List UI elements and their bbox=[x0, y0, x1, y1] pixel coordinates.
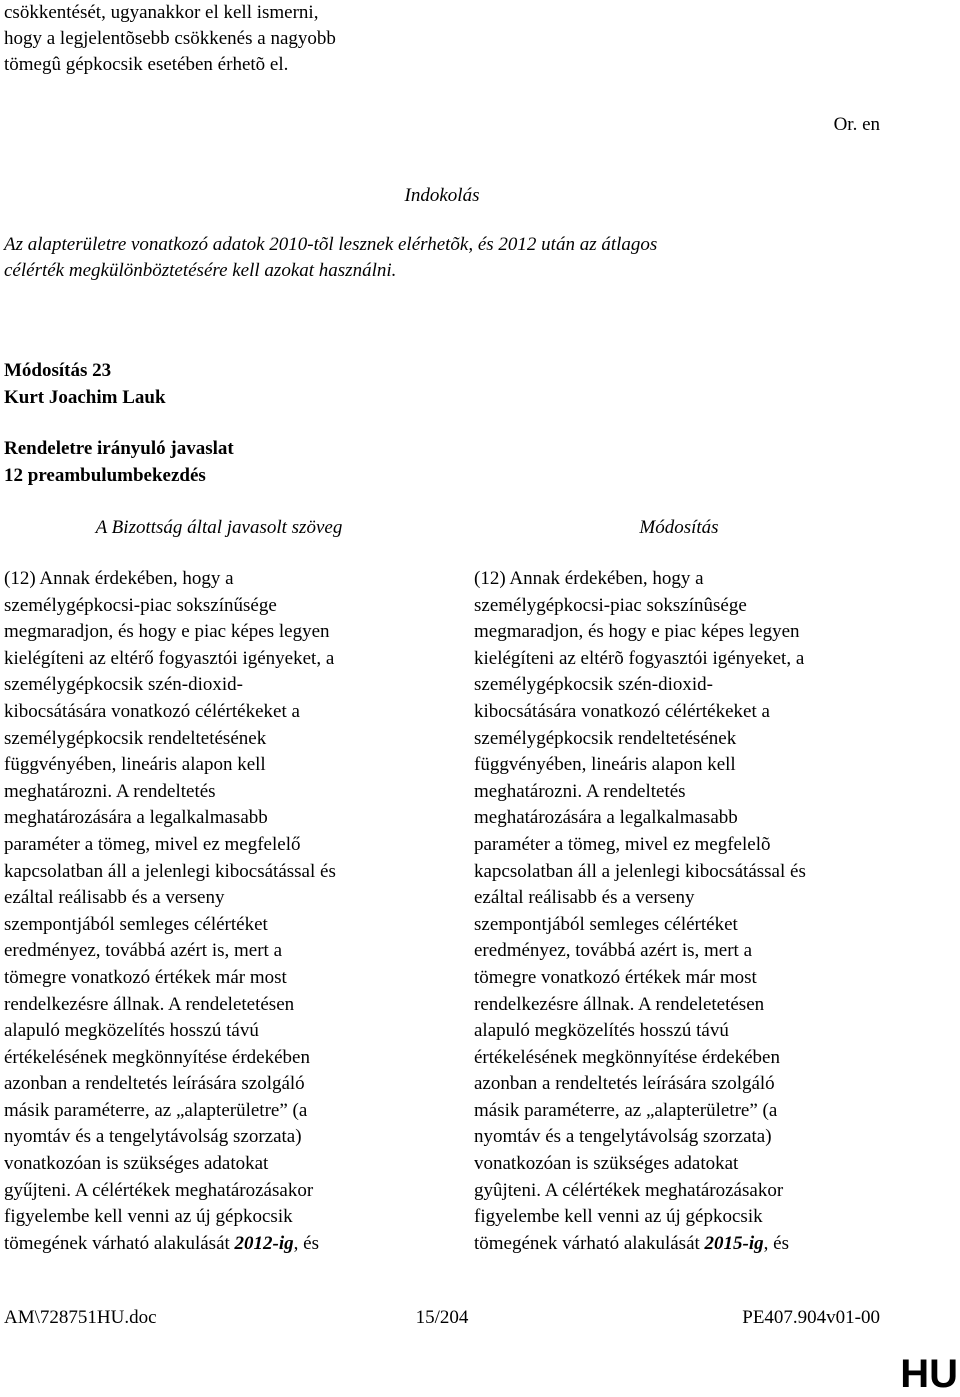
column-line: eredményez, továbbá azért is, mert a bbox=[474, 940, 752, 962]
column-line: vonatkozóan is szükséges adatokat bbox=[474, 1153, 739, 1175]
column-line: gyûjteni. A célértékek meghatározásakor bbox=[474, 1179, 784, 1201]
column-line: megmaradjon, és hogy e piac képes legyen bbox=[474, 621, 800, 643]
last-line-text: , és bbox=[763, 1232, 789, 1254]
column-last-line bbox=[4, 1231, 336, 1258]
column-line: nyomtáv és a tengelytávolság szorzata) bbox=[474, 1126, 772, 1148]
column-line: meghatározására a legalkalmasabb bbox=[474, 807, 738, 829]
column-line: szempontjából semleges célértéket bbox=[474, 913, 738, 935]
original-language: Or. en bbox=[833, 114, 880, 135]
column-line: megmaradjon, és hogy e piac képes legyen bbox=[4, 621, 330, 643]
column-line: személygépkocsik szén-dioxid- bbox=[474, 674, 714, 696]
column-line: kibocsátására vonatkozó célértékeket a bbox=[474, 700, 770, 722]
column-line: ezáltal reálisabb és a verseny bbox=[4, 887, 225, 909]
column-line: tömegre vonatkozó értékek már most bbox=[474, 966, 757, 988]
column-line: meghatározni. A rendeltetés bbox=[4, 780, 216, 802]
column-line: értékelésének megkönnyítése érdekében bbox=[4, 1046, 310, 1068]
column-line: kielégíteni az eltérő fogyasztói igényeket, a bbox=[4, 647, 335, 669]
justification-line: célérték megkülönböztetésére kell azokat használni. bbox=[4, 260, 397, 281]
left-column-header: A Bizottság által javasolt szöveg bbox=[95, 517, 343, 538]
column-line: nyomtáv és a tengelytávolság szorzata) bbox=[4, 1126, 302, 1148]
last-line-text: tömegének várható alakulását bbox=[4, 1232, 235, 1254]
recital-reference: 12 preambulumbekezdés bbox=[4, 465, 206, 486]
column-line: szempontjából semleges célértéket bbox=[4, 913, 268, 935]
column-line: meghatározására a legalkalmasabb bbox=[4, 807, 268, 829]
column-line: személygépkocsik rendeltetésének bbox=[4, 727, 267, 749]
column-line: függvényében, lineáris alapon kell bbox=[474, 754, 736, 776]
column-last-line bbox=[474, 1231, 806, 1258]
highlighted-date: 2015-ig bbox=[704, 1232, 764, 1254]
commission-text-column bbox=[4, 566, 336, 1257]
column-line: alapuló megközelítés hosszú távú bbox=[474, 1020, 729, 1042]
column-line: azonban a rendeltetés leírására szolgáló bbox=[474, 1073, 775, 1095]
column-line: kapcsolatban áll a jelenlegi kibocsátással és bbox=[474, 860, 806, 882]
column-line: értékelésének megkönnyítése érdekében bbox=[474, 1046, 780, 1068]
column-line: gyűjteni. A célértékek meghatározásakor bbox=[4, 1179, 314, 1201]
proposal-type: Rendeletre irányuló javaslat bbox=[4, 438, 234, 459]
column-line: paraméter a tömeg, mivel ez megfelelő bbox=[4, 833, 301, 855]
column-line: másik paraméterre, az „alapterületre” (a bbox=[4, 1099, 308, 1121]
page-number: 15/204 bbox=[415, 1307, 469, 1328]
amendment-number: Módosítás 23 bbox=[4, 360, 112, 381]
right-column-header: Módosítás bbox=[639, 517, 719, 538]
column-line: paraméter a tömeg, mivel ez megfelelõ bbox=[474, 833, 771, 855]
column-line: figyelembe kell venni az új gépkocsik bbox=[474, 1206, 763, 1228]
column-line: rendelkezésre állnak. A rendeletetésen bbox=[474, 993, 765, 1015]
column-line: személygépkocsi-piac sokszínûsége bbox=[474, 594, 747, 616]
column-line: másik paraméterre, az „alapterületre” (a bbox=[474, 1099, 778, 1121]
intro-line: csökkentését, ugyanakkor el kell ismerni, bbox=[4, 2, 319, 23]
column-line: függvényében, lineáris alapon kell bbox=[4, 754, 266, 776]
column-line: alapuló megközelítés hosszú távú bbox=[4, 1020, 259, 1042]
column-line: azonban a rendeltetés leírására szolgáló bbox=[4, 1073, 305, 1095]
column-line: kibocsátására vonatkozó célértékeket a bbox=[4, 700, 300, 722]
column-line: személygépkocsi-piac sokszínűsége bbox=[4, 594, 277, 616]
amendment-text-column bbox=[474, 566, 806, 1257]
column-line: kielégíteni az eltérõ fogyasztói igényeket, a bbox=[474, 647, 805, 669]
last-line-text: tömegének várható alakulását bbox=[474, 1232, 705, 1254]
column-line: személygépkocsik szén-dioxid- bbox=[4, 674, 244, 696]
column-line: ezáltal reálisabb és a verseny bbox=[474, 887, 695, 909]
intro-line: hogy a legjelentõsebb csökkenés a nagyobb bbox=[4, 28, 336, 49]
last-line-text: , és bbox=[293, 1232, 319, 1254]
column-line: kapcsolatban áll a jelenlegi kibocsátással és bbox=[4, 860, 336, 882]
pe-reference: PE407.904v01-00 bbox=[742, 1307, 880, 1328]
highlighted-date: 2012-ig bbox=[234, 1232, 294, 1254]
column-line: figyelembe kell venni az új gépkocsik bbox=[4, 1206, 293, 1228]
column-line: eredményez, továbbá azért is, mert a bbox=[4, 940, 282, 962]
column-line: (12) Annak érdekében, hogy a bbox=[4, 568, 234, 589]
column-line: személygépkocsik rendeltetésének bbox=[474, 727, 737, 749]
column-line: (12) Annak érdekében, hogy a bbox=[474, 568, 704, 589]
justification-line: Az alapterületre vonatkozó adatok 2010-tõl lesznek elérhetõk, és 2012 után az átlagos bbox=[4, 234, 658, 255]
justification-title: Indokolás bbox=[404, 185, 480, 206]
amendment-author: Kurt Joachim Lauk bbox=[4, 387, 166, 408]
column-line: meghatározni. A rendeltetés bbox=[474, 780, 686, 802]
column-line: tömegre vonatkozó értékek már most bbox=[4, 966, 287, 988]
language-code: HU bbox=[900, 1352, 958, 1396]
document-reference: AM\728751HU.doc bbox=[4, 1307, 157, 1328]
column-line: rendelkezésre állnak. A rendeletetésen bbox=[4, 993, 295, 1015]
intro-line: tömegû gépkocsik esetében érhetõ el. bbox=[4, 54, 289, 75]
column-line: vonatkozóan is szükséges adatokat bbox=[4, 1153, 269, 1175]
